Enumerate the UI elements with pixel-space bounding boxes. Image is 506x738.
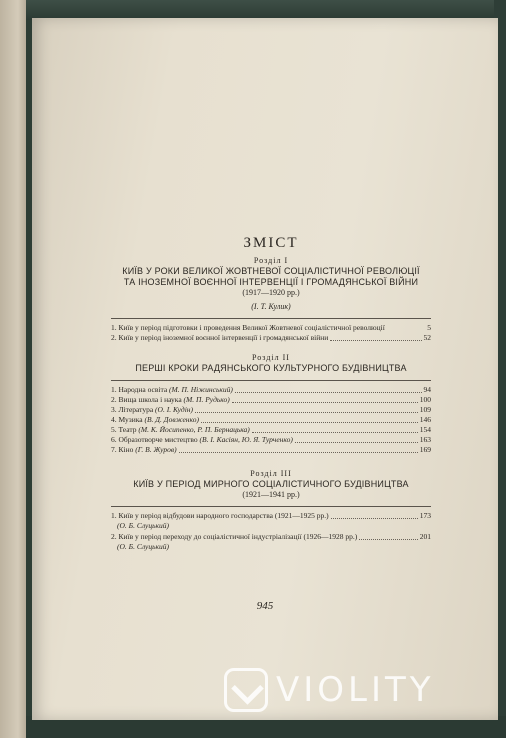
divider	[111, 506, 431, 507]
entry-text: 6. Образотворче мистецтво	[111, 435, 198, 444]
toc-entry	[111, 405, 431, 415]
entry-author: (О. І. Кудін)	[155, 405, 194, 414]
page-title: ЗМІСТ	[243, 235, 299, 251]
entry-page: 146	[419, 415, 431, 424]
toc-entry	[111, 511, 431, 521]
leader-dots	[330, 340, 421, 341]
leader-dots	[295, 442, 418, 443]
entry-text: 2. Київ у період переходу до соціалістичної індустріалізації (1926—1928 рр.)	[111, 532, 358, 541]
entry-page: 163	[419, 435, 431, 444]
section-label: Розділ ІІІ	[250, 469, 292, 478]
leader-dots	[359, 539, 417, 540]
toc-entry	[111, 435, 431, 445]
leader-dots	[235, 392, 422, 393]
page-number: 945	[256, 600, 274, 612]
divider	[111, 380, 431, 381]
violity-logo-icon	[224, 668, 268, 712]
entry-author: (М. К. Йосипенко, Р. П. Бернацька)	[138, 425, 250, 434]
entry-author: (Г. В. Журов)	[135, 445, 177, 454]
toc-entry-author-line	[111, 542, 431, 552]
leader-dots	[195, 412, 418, 413]
toc-section-2	[111, 353, 431, 455]
entry-author: (М. П. Рудько)	[183, 395, 230, 404]
toc-entry	[111, 415, 431, 425]
section-years: (1921—1941 рр.)	[242, 490, 300, 499]
entry-text: 1. Народна освіта	[111, 385, 168, 394]
toc-entry-author-line	[111, 521, 431, 531]
section-author: (І. Т. Кулик)	[251, 302, 291, 311]
entry-text: 1. Київ у період відбудови народного господарства (1921—1925 рр.)	[111, 511, 329, 520]
section-label: Розділ ІІ	[252, 353, 290, 362]
divider	[111, 318, 431, 319]
book-page	[32, 18, 498, 720]
entry-text: 2. Київ у період іноземної воєнної інтервенції і громадянської війни	[111, 333, 329, 342]
entry-page: 5	[427, 323, 431, 332]
entry-page: 169	[419, 445, 431, 454]
toc-section-1	[111, 256, 431, 343]
entry-author: (В. Д. Довженко)	[144, 415, 199, 424]
entry-page: 201	[419, 532, 431, 541]
leader-dots	[252, 432, 418, 433]
toc-entry	[111, 385, 431, 395]
entry-text: 2. Вища школа і наука	[111, 395, 182, 404]
leader-dots	[179, 452, 418, 453]
table-of-contents	[111, 235, 431, 553]
entry-text: 1. Київ у період підготовки і проведення Великої Жовтневої соціалістичної революції	[111, 323, 385, 332]
section-title-line: ТА ІНОЗЕМНОЇ ВОЄННОЇ ІНТЕРВЕНЦІЇ І ГРОМАДЯНСЬКОЇ ВІЙНИ	[123, 277, 419, 287]
watermark	[224, 660, 494, 720]
toc-entry	[111, 323, 431, 333]
entry-author: (В. І. Касіян, Ю. Я. Турченко)	[199, 435, 293, 444]
entry-author: (М. П. Ніжинський)	[169, 385, 233, 394]
entry-page: 109	[419, 405, 431, 414]
toc-entry	[111, 425, 431, 435]
section-years: (1917—1920 рр.)	[242, 288, 300, 297]
section-label: Розділ І	[253, 256, 289, 265]
entry-text: 3. Література	[111, 405, 154, 414]
book-cover-top	[26, 0, 506, 20]
watermark-text: VIOLITY	[276, 670, 435, 710]
toc-entry	[111, 395, 431, 405]
entry-page: 154	[419, 425, 431, 434]
leader-dots	[232, 402, 418, 403]
section-title-line: ПЕРШІ КРОКИ РАДЯНСЬКОГО КУЛЬТУРНОГО БУДІВНИЦТВА	[135, 363, 407, 373]
section-title-line: КИЇВ У ПЕРІОД МИРНОГО СОЦІАЛІСТИЧНОГО БУДІВНИЦТВА	[133, 479, 409, 489]
leader-dots	[201, 422, 418, 423]
entry-page: 52	[423, 333, 431, 342]
entry-page: 100	[419, 395, 431, 404]
toc-entry	[111, 445, 431, 455]
toc-section-3	[111, 469, 431, 552]
entry-page: 94	[423, 385, 431, 394]
toc-entry	[111, 532, 431, 542]
entry-author: (О. Б. Слуцький)	[117, 521, 170, 530]
section-title-line: КИЇВ У РОКИ ВЕЛИКОЇ ЖОВТНЕВОЇ СОЦІАЛІСТИЧНОЇ РЕВОЛЮЦІЇ	[122, 266, 420, 276]
entry-author: (О. Б. Слуцький)	[117, 542, 170, 551]
toc-entry	[111, 333, 431, 343]
entry-page: 173	[419, 511, 431, 520]
entry-text: 7. Кіно	[111, 445, 134, 454]
leader-dots	[331, 518, 418, 519]
entry-text: 4. Музика	[111, 415, 143, 424]
entry-text: 5. Театр	[111, 425, 137, 434]
